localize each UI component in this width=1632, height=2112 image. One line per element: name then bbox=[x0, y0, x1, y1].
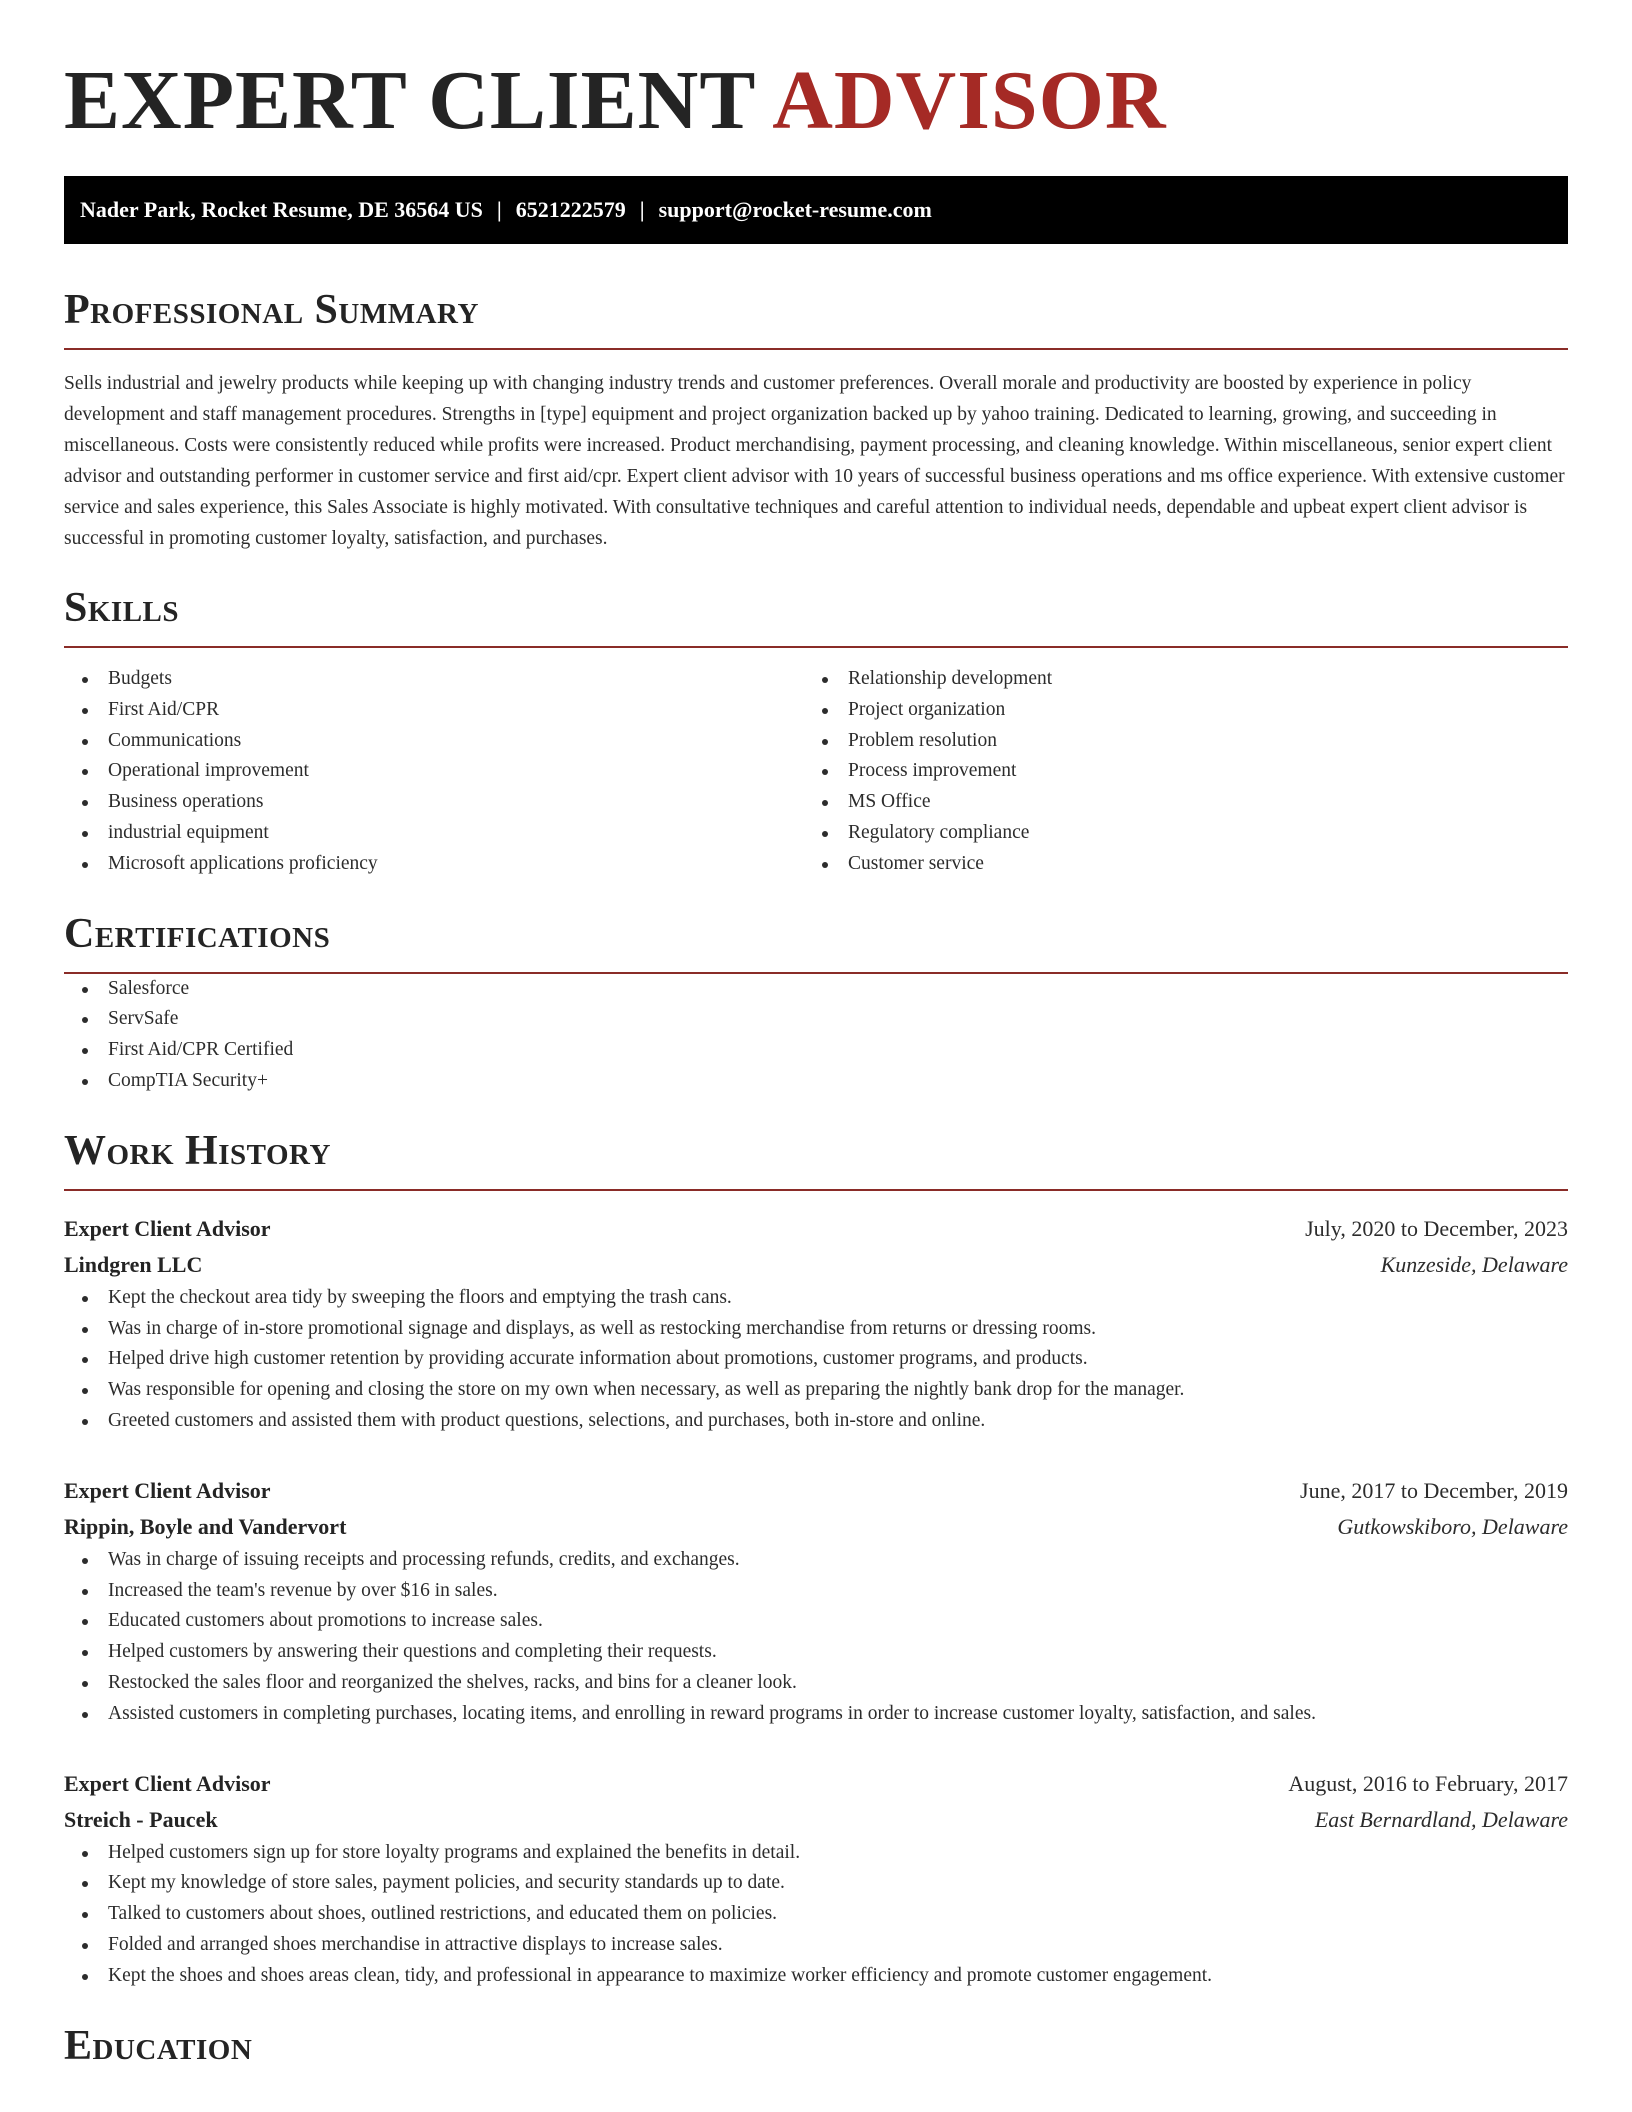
contact-bar bbox=[64, 176, 1568, 244]
contact-separator: | bbox=[639, 197, 645, 222]
job-entry bbox=[64, 1211, 1568, 1437]
job-title: Expert Client Advisor bbox=[64, 1215, 271, 1241]
job-duty: Folded and arranged shoes merchandise in attractive displays to increase sales. bbox=[64, 1930, 1568, 1961]
job-company: Rippin, Boyle and Vandervort bbox=[64, 1513, 347, 1539]
job-duty: Kept the shoes and shoes areas clean, tidy, and professional in appearance to maximize worker efficiency and promote customer engagement. bbox=[64, 1961, 1568, 1992]
skill-item: First Aid/CPR bbox=[64, 695, 804, 726]
certification-item: ServSafe bbox=[64, 1004, 1568, 1035]
job-duties-list bbox=[64, 1283, 1568, 1437]
certification-item: First Aid/CPR Certified bbox=[64, 1035, 1568, 1066]
education-section bbox=[64, 2022, 1568, 2070]
section-divider bbox=[64, 646, 1568, 648]
skills-section bbox=[64, 584, 1568, 880]
certification-item: Salesforce bbox=[64, 974, 1568, 1005]
section-divider bbox=[64, 1189, 1568, 1191]
certification-item: CompTIA Security+ bbox=[64, 1066, 1568, 1097]
skill-item: Microsoft applications proficiency bbox=[64, 849, 804, 880]
certifications-heading: Certifications bbox=[64, 910, 331, 957]
summary-section bbox=[64, 286, 1568, 554]
education-heading: Education bbox=[64, 2022, 253, 2069]
job-duty: Was responsible for opening and closing the store on my own when necessary, as well as preparing the nightly bank drop for the manager. bbox=[64, 1375, 1568, 1406]
job-dates: July, 2020 to December, 2023 bbox=[1305, 1215, 1568, 1241]
skills-heading: Skills bbox=[64, 585, 180, 631]
skill-item: Communications bbox=[64, 726, 804, 757]
job-location: Gutkowskiboro, Delaware bbox=[1337, 1513, 1568, 1539]
job-duty: Kept the checkout area tidy by sweeping the floors and emptying the trash cans. bbox=[64, 1283, 1568, 1314]
job-duty: Kept my knowledge of store sales, payment policies, and security standards up to date. bbox=[64, 1868, 1568, 1899]
job-duty: Assisted customers in completing purchases, locating items, and enrolling in reward programs in order to increase customer loyalty, satisfaction, and sales. bbox=[64, 1699, 1568, 1730]
job-duty: Increased the team's revenue by over $16 in sales. bbox=[64, 1576, 1568, 1607]
skill-item: Budgets bbox=[64, 664, 804, 695]
job-entry bbox=[64, 1473, 1568, 1730]
job-header-row bbox=[64, 1473, 1568, 1509]
contact-phone: 6521222579 bbox=[515, 197, 626, 222]
resume-page bbox=[64, 0, 1568, 2070]
contact-separator: | bbox=[496, 197, 502, 222]
job-company-row bbox=[64, 1802, 1568, 1838]
skills-grid bbox=[64, 664, 1568, 880]
job-header-row bbox=[64, 1211, 1568, 1247]
skill-item: Project organization bbox=[804, 695, 1544, 726]
skills-list-left bbox=[64, 664, 804, 880]
skill-item: Process improvement bbox=[804, 756, 1544, 787]
skills-column-left bbox=[64, 664, 804, 880]
job-duty: Helped customers by answering their questions and completing their requests. bbox=[64, 1637, 1568, 1668]
skill-item: Business operations bbox=[64, 787, 804, 818]
skill-item: Operational improvement bbox=[64, 756, 804, 787]
job-duties-list bbox=[64, 1545, 1568, 1730]
job-company: Lindgren LLC bbox=[64, 1251, 203, 1277]
job-dates: June, 2017 to December, 2019 bbox=[1300, 1477, 1568, 1503]
contact-email: support@rocket-resume.com bbox=[658, 197, 932, 222]
job-title: Expert Client Advisor bbox=[64, 1477, 271, 1503]
job-location: East Bernardland, Delaware bbox=[1314, 1806, 1568, 1832]
job-duty: Restocked the sales floor and reorganized the shelves, racks, and bins for a cleaner look. bbox=[64, 1668, 1568, 1699]
candidate-name bbox=[64, 0, 1568, 147]
name-last: ADVISOR bbox=[772, 54, 1167, 147]
summary-heading: Professional Summary bbox=[64, 287, 479, 333]
skill-item: Relationship development bbox=[804, 664, 1544, 695]
job-entry bbox=[64, 1766, 1568, 1992]
section-divider bbox=[64, 348, 1568, 350]
job-duties-list bbox=[64, 1838, 1568, 1992]
work-history-heading: Work History bbox=[64, 1127, 331, 1174]
job-company-row bbox=[64, 1509, 1568, 1545]
job-title: Expert Client Advisor bbox=[64, 1770, 271, 1796]
job-duty: Helped customers sign up for store loyalty programs and explained the benefits in detail. bbox=[64, 1838, 1568, 1869]
summary-text: Sells industrial and jewelry products while keeping up with changing industry trends and customer preferences. Overall morale and productivity are boosted by experience in policy development and staff management procedures. Strengths in [type] equipment and project organization backed up by yahoo training. Dedicated to learning, growing, and succeeding in miscellaneous. Costs were consistently reduced while profits were increased. Product merchandising, payment processing, and cleaning knowledge. Within miscellaneous, senior expert client advisor and outstanding performer in customer service and first aid/cpr. Expert client advisor with 10 years of successful business operations and ms office experience. With extensive customer service and sales experience, this Sales Associate is highly motivated. With consultative techniques and careful attention to individual needs, dependable and upbeat expert client advisor is successful in promoting customer loyalty, satisfaction, and purchases. bbox=[64, 373, 1565, 549]
job-company-row bbox=[64, 1247, 1568, 1283]
job-dates: August, 2016 to February, 2017 bbox=[1288, 1770, 1568, 1796]
skill-item: industrial equipment bbox=[64, 818, 804, 849]
skills-column-right bbox=[804, 664, 1544, 880]
skill-item: Problem resolution bbox=[804, 726, 1544, 757]
skill-item: Customer service bbox=[804, 849, 1544, 880]
skill-item: Regulatory compliance bbox=[804, 818, 1544, 849]
certifications-section bbox=[64, 910, 1568, 1097]
job-location: Kunzeside, Delaware bbox=[1380, 1251, 1568, 1277]
job-company: Streich - Paucek bbox=[64, 1806, 218, 1832]
job-duty: Talked to customers about shoes, outlined restrictions, and educated them on policies. bbox=[64, 1899, 1568, 1930]
job-duty: Educated customers about promotions to increase sales. bbox=[64, 1606, 1568, 1637]
skill-item: MS Office bbox=[804, 787, 1544, 818]
job-duty: Was in charge of issuing receipts and processing refunds, credits, and exchanges. bbox=[64, 1545, 1568, 1576]
certifications-list bbox=[64, 974, 1568, 1097]
skills-list-right bbox=[804, 664, 1544, 880]
job-header-row bbox=[64, 1766, 1568, 1802]
contact-address: Nader Park, Rocket Resume, DE 36564 US bbox=[80, 197, 483, 222]
job-duty: Was in charge of in-store promotional signage and displays, as well as restocking merchandise from returns or dressing rooms. bbox=[64, 1314, 1568, 1345]
job-duty: Helped drive high customer retention by providing accurate information about promotions, customer programs, and products. bbox=[64, 1344, 1568, 1375]
work-history-section bbox=[64, 1127, 1568, 1992]
name-first: EXPERT CLIENT bbox=[64, 54, 755, 147]
job-duty: Greeted customers and assisted them with product questions, selections, and purchases, both in-store and online. bbox=[64, 1406, 1568, 1437]
